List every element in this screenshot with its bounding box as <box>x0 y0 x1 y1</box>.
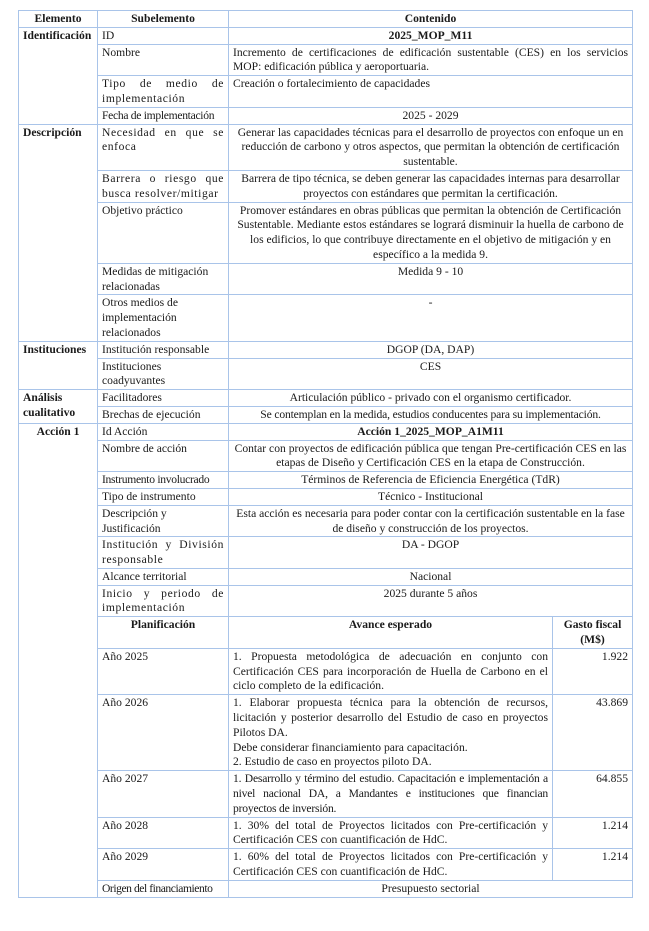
responsible-division: DA - DGOP <box>229 537 633 569</box>
table-row <box>19 423 633 440</box>
measure-table <box>18 10 633 898</box>
table-row <box>19 880 633 897</box>
sub-label: Tipo de medio de implementación <box>98 76 229 108</box>
sub-label: Instituciones coadyuvantes <box>98 358 229 390</box>
instrument-value: Términos de Referencia de Eficiencia Energética (TdR) <box>229 472 633 489</box>
planning-gasto: 1.214 <box>553 817 633 849</box>
measure-name: Incremento de certificaciones de edificación sustentable (CES) en los servicios MOP: edificación pública y aeroportuaria. <box>229 44 633 76</box>
sub-label: Facilitadores <box>98 390 229 407</box>
planning-progress <box>229 817 553 849</box>
planning-row <box>19 771 633 817</box>
sub-label: Otros medios de implementación relacionados <box>98 295 229 341</box>
sub-label: Origen del financiamiento <box>98 880 229 897</box>
table-row <box>19 263 633 295</box>
measure-id: 2025_MOP_M11 <box>229 27 633 44</box>
sub-label: Barrera o riesgo que busca resolver/mitigar <box>98 170 229 202</box>
implementation-type: Creación o fortalecimiento de capacidades <box>229 76 633 108</box>
planning-year: Año 2029 <box>98 849 229 881</box>
table-row <box>19 488 633 505</box>
sub-label: Nombre <box>98 44 229 76</box>
action-name: Contar con proyectos de edificación pública que tengan Pre-certificación CES en las etapas de Diseño y Certificación CES en la etapa de Construcción. <box>229 440 633 472</box>
sub-label: Medidas de mitigación relacionadas <box>98 263 229 295</box>
header-gasto: Gasto fiscal (M$) <box>553 617 633 649</box>
progress-line: 2. Estudio de caso en proyectos piloto DA. <box>233 755 432 769</box>
justification-value: Esta acción es necesaria para poder contar con la certificación sustentable en la fase de diseño y construcción de los proyectos. <box>229 505 633 537</box>
table-row <box>19 76 633 108</box>
table-row <box>19 27 633 44</box>
start-period: 2025 durante 5 años <box>229 585 633 617</box>
section-instituciones: Instituciones <box>19 341 98 389</box>
table-row <box>19 440 633 472</box>
planning-year: Año 2025 <box>98 648 229 694</box>
planning-gasto: 1.214 <box>553 849 633 881</box>
table-row <box>19 390 633 407</box>
sub-label: Fecha de implementación <box>98 107 229 124</box>
planning-progress <box>229 695 553 771</box>
action-id: Acción 1_2025_MOP_A1M11 <box>229 423 633 440</box>
planning-year: Año 2027 <box>98 771 229 817</box>
progress-line: Debe considerar financiamiento para capacitación. <box>233 740 468 754</box>
other-means: - <box>229 295 633 341</box>
responsible-institution: DGOP (DA, DAP) <box>229 341 633 358</box>
sub-label: Brechas de ejecución <box>98 406 229 423</box>
planning-progress <box>229 849 553 881</box>
sub-label: Institución y División responsable <box>98 537 229 569</box>
planning-row <box>19 695 633 771</box>
sub-label: Id Acción <box>98 423 229 440</box>
planning-row <box>19 648 633 694</box>
header-contenido: Contenido <box>229 11 633 28</box>
header-avance: Avance esperado <box>229 617 553 649</box>
section-identificacion: Identificación <box>19 27 98 124</box>
header-subelemento: Subelemento <box>98 11 229 28</box>
section-analisis: Análisis cualitativo <box>19 390 98 424</box>
progress-line: 1. 60% del total de Proyectos licitados con Pre-certificación y Certificación CES con cuantificación de HdC. <box>233 850 548 879</box>
table-row <box>19 568 633 585</box>
funding-origin: Presupuesto sectorial <box>229 880 633 897</box>
sub-label: Necesidad en que se enfoca <box>98 124 229 170</box>
planning-year: Año 2026 <box>98 695 229 771</box>
planning-gasto: 1.922 <box>553 648 633 694</box>
sub-label: Objetivo práctico <box>98 202 229 263</box>
table-row <box>19 585 633 617</box>
header-row <box>19 11 633 28</box>
instrument-type: Técnico - Institucional <box>229 488 633 505</box>
header-planificacion: Planificación <box>98 617 229 649</box>
sub-label: Inicio y periodo de implementación <box>98 585 229 617</box>
progress-line: 1. Elaborar propuesta técnica para la obtención de recursos, licitación y posterior desarrollo del Estudio de caso en proyectos Pilotos DA. <box>233 696 548 739</box>
supporting-institutions: CES <box>229 358 633 390</box>
table-row <box>19 505 633 537</box>
planning-header-row <box>19 617 633 649</box>
territorial-scope: Nacional <box>229 568 633 585</box>
planning-row <box>19 817 633 849</box>
sub-label: Alcance territorial <box>98 568 229 585</box>
planning-row <box>19 849 633 881</box>
planning-gasto: 64.855 <box>553 771 633 817</box>
table-row <box>19 406 633 423</box>
table-row <box>19 124 633 170</box>
sub-label: Institución responsable <box>98 341 229 358</box>
facilitators-value: Articulación público - privado con el organismo certificador. <box>229 390 633 407</box>
sub-label: Tipo de instrumento <box>98 488 229 505</box>
sub-label: Nombre de acción <box>98 440 229 472</box>
planning-gasto: 43.869 <box>553 695 633 771</box>
barrier-value: Barrera de tipo técnica, se deben generar las capacidades internas para desarrollar proyectos con estándares que permitan la certificación. <box>229 170 633 202</box>
related-measures: Medida 9 - 10 <box>229 263 633 295</box>
table-row <box>19 170 633 202</box>
progress-line: 1. Desarrollo y término del estudio. Capacitación e implementación a nivel nacional DA, a Mandantes e instituciones que financian proyectos de inversión. <box>233 772 548 815</box>
progress-line: 1. 30% del total de Proyectos licitados con Pre-certificación y Certificación CES con cuantificación de HdC. <box>233 818 548 847</box>
table-row <box>19 107 633 124</box>
gaps-value: Se contemplan en la medida, estudios conducentes para su implementación. <box>229 406 633 423</box>
section-descripcion: Descripción <box>19 124 98 341</box>
section-accion: Acción 1 <box>19 423 98 897</box>
table-row <box>19 295 633 341</box>
header-elemento: Elemento <box>19 11 98 28</box>
table-row <box>19 341 633 358</box>
implementation-date: 2025 - 2029 <box>229 107 633 124</box>
sub-label: ID <box>98 27 229 44</box>
table-row <box>19 358 633 390</box>
table-row <box>19 472 633 489</box>
planning-year: Año 2028 <box>98 817 229 849</box>
sub-label: Instrumento involucrado <box>98 472 229 489</box>
planning-progress <box>229 648 553 694</box>
progress-line: 1. Propuesta metodológica de adecuación en conjunto con Certificación CES para incorporación de Huella de Carbono en el ciclo completo de la edificación. <box>233 649 548 693</box>
planning-progress <box>229 771 553 817</box>
table-row <box>19 44 633 76</box>
sub-label: Descripción y Justificación <box>98 505 229 537</box>
objective-value: Promover estándares en obras públicas que permitan la obtención de Certificación Sustentable. Mediante estos estándares se logrará disminuir la huella de carbono de los edificios, lo que contribuye directamente en el objetivo de mitigación y en específico a la medida 9. <box>229 202 633 263</box>
table-row <box>19 537 633 569</box>
table-row <box>19 202 633 263</box>
need-value: Generar las capacidades técnicas para el desarrollo de proyectos con enfoque un en reducción de carbono y otros aspectos, que permitan la obtención de certificación sustentable. <box>229 124 633 170</box>
